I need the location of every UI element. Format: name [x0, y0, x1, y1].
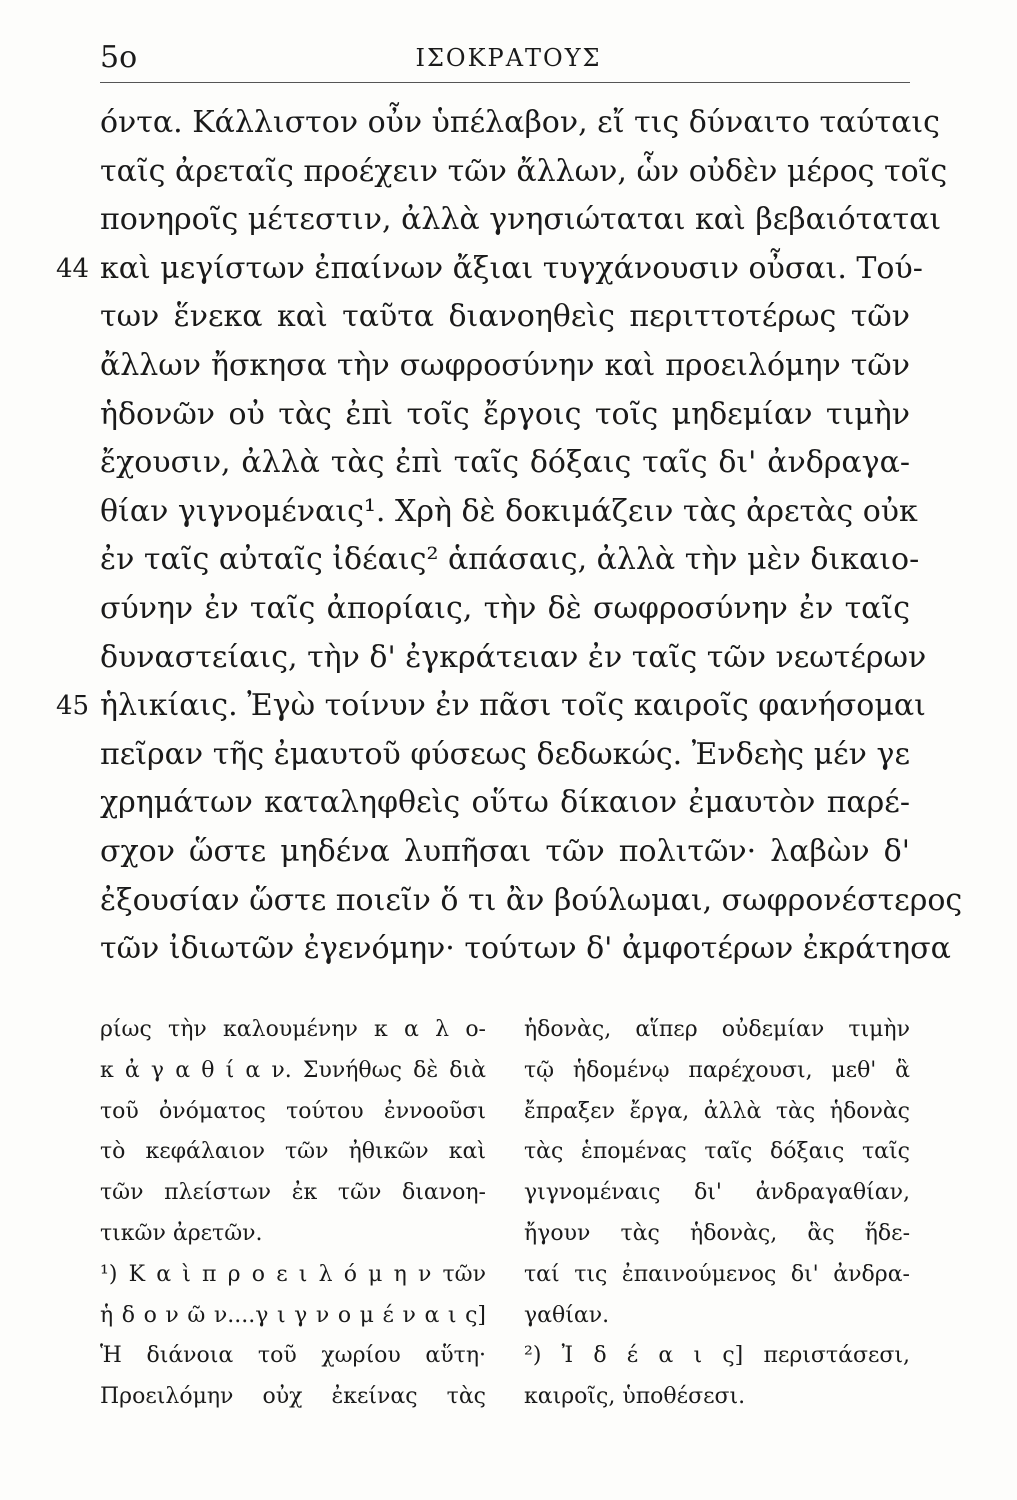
footnote-line: ἡ δ ο ν ῶ ν....γ ι γ ν ο μ έ ν α ι ς]: [100, 1302, 486, 1328]
section-number-45: 45: [56, 691, 90, 722]
footnote-2-start: ²) Ἰ δ έ α ι ς] περιστάσεσι,: [524, 1343, 910, 1369]
text-line: σύνην ἐν ταῖς ἀπορίαις, τὴν δὲ σωφροσύνην ἐν ταῖς: [100, 590, 910, 626]
text-line: ταῖς ἀρεταῖς προέχειν τῶν ἄλλων, ὧν οὐδὲν μέρος τοῖς: [100, 153, 948, 189]
text-line: θίαν γιγνομέναις¹. Χρὴ δὲ δοκιμάζειν τὰς ἀρετὰς οὐκ: [100, 493, 918, 529]
text-line: ἐν ταῖς αὐταῖς ἰδέαις² ἁπάσαις, ἀλλὰ τὴν μὲν δικαιο-: [100, 542, 920, 578]
text-line: χρημάτων καταληφθεὶς οὕτω δίκαιον ἐμαυτὸν παρέ-: [100, 785, 910, 821]
footnotes: [100, 1010, 910, 1418]
footnote-line: γαθίαν.: [524, 1302, 610, 1328]
main-text: [56, 99, 963, 974]
footnote-line: κ ἀ γ α θ ί α ν. Συνήθως δὲ διὰ: [100, 1057, 486, 1083]
section-number-44: 44: [56, 253, 90, 284]
text-line: όντα. Κάλλιστον οὖν ὑπέλαβον, εἴ τις δύναιτο ταύταις: [100, 105, 940, 140]
text-line: πονηροῖς μέτεστιν, ἀλλὰ γνησιώταται καὶ βεβαιόταται: [100, 202, 942, 238]
text-line-section-44: [56, 245, 923, 294]
text-line: των ἕνεκα καὶ ταῦτα διανοηθεὶς περιττοτέρως τῶν: [100, 299, 910, 335]
footnote-1-start: ¹) Κ α ὶ π ρ ο ε ι λ ό μ η ν τῶν: [100, 1261, 486, 1287]
text-line: ἡδονῶν οὐ τὰς ἐπὶ τοῖς ἔργοις τοῖς μηδεμίαν τιμὴν: [100, 396, 910, 432]
footnotes-right-column: [524, 1010, 910, 1418]
footnote-line: ἔπραξεν ἔργα, ἀλλὰ τὰς ἡδονὰς: [524, 1098, 910, 1124]
footnote-line: Ἡ διάνοια τοῦ χωρίου αὕτη·: [100, 1343, 486, 1369]
text-line-content: ἡλικίαις. Ἐγὼ τοίνυν ἐν πᾶσι τοῖς καιροῖς φανήσομαι: [100, 688, 926, 724]
running-title: ΙΣΟΚΡΑΤΟΥΣ: [415, 44, 602, 72]
text-line: ἄλλων ἤσκησα τὴν σωφροσύνην καὶ προειλόμην τῶν: [100, 347, 910, 383]
footnote-line: τῷ ἡδομένῳ παρέχουσι, μεθ' ἃ: [524, 1057, 910, 1083]
footnote-line: γιγνομέναις δι' ἀνδραγαθίαν,: [524, 1180, 910, 1206]
header-rule: [100, 82, 910, 83]
footnotes-left-column: [100, 1010, 486, 1418]
footnote-line: Προειλόμην οὐχ ἐκείνας τὰς: [100, 1384, 486, 1410]
page-number: 5o: [100, 40, 138, 75]
footnote-line: ἡδονὰς, αἵπερ οὐδεμίαν τιμὴν: [524, 1017, 910, 1042]
footnote-line: ρίως τὴν καλουμένην κ α λ ο-: [100, 1017, 486, 1042]
text-line: πεῖραν τῆς ἐμαυτοῦ φύσεως δεδωκώς. Ἐνδεὴς μέν γε: [100, 736, 910, 772]
footnote-line: τοῦ ὀνόματος τούτου ἐννοοῦσι: [100, 1098, 486, 1124]
text-line: τῶν ἰδιωτῶν ἐγενόμην· τούτων δ' ἀμφοτέρων ἐκράτησα: [100, 931, 951, 967]
footnote-line: καιροῖς, ὑποθέσεσι.: [524, 1384, 746, 1410]
text-line: ἐξουσίαν ὥστε ποιεῖν ὅ τι ἂν βούλωμαι, σωφρονέστερος: [100, 882, 963, 918]
text-line: σχον ὥστε μηδένα λυπῆσαι τῶν πολιτῶν· λαβὼν δ': [100, 833, 910, 869]
text-line: δυναστείαις, τὴν δ' ἐγκράτειαν ἐν ταῖς τῶν νεωτέρων: [100, 639, 927, 675]
footnote-line: ἤγουν τὰς ἡδονὰς, ἃς ἥδε-: [524, 1220, 910, 1246]
footnote-line: τῶν πλείστων ἐκ τῶν διανοη-: [100, 1180, 486, 1206]
text-line-section-45: [56, 682, 926, 731]
text-line-content: καὶ μεγίστων ἐπαίνων ἄξιαι τυγχάνουσιν οὖσαι. Τού-: [100, 250, 923, 286]
text-line: ἔχουσιν, ἀλλὰ τὰς ἐπὶ ταῖς δόξαις ταῖς δι' ἀνδραγα-: [100, 445, 910, 481]
footnote-line: τικῶν ἀρετῶν.: [100, 1220, 263, 1246]
footnote-line: τὰς ἑπομένας ταῖς δόξαις ταῖς: [524, 1139, 910, 1165]
footnote-line: ταί τις ἐπαινούμενος δι' ἀνδρα-: [524, 1261, 910, 1287]
footnote-line: τὸ κεφάλαιον τῶν ἠθικῶν καὶ: [100, 1139, 486, 1165]
